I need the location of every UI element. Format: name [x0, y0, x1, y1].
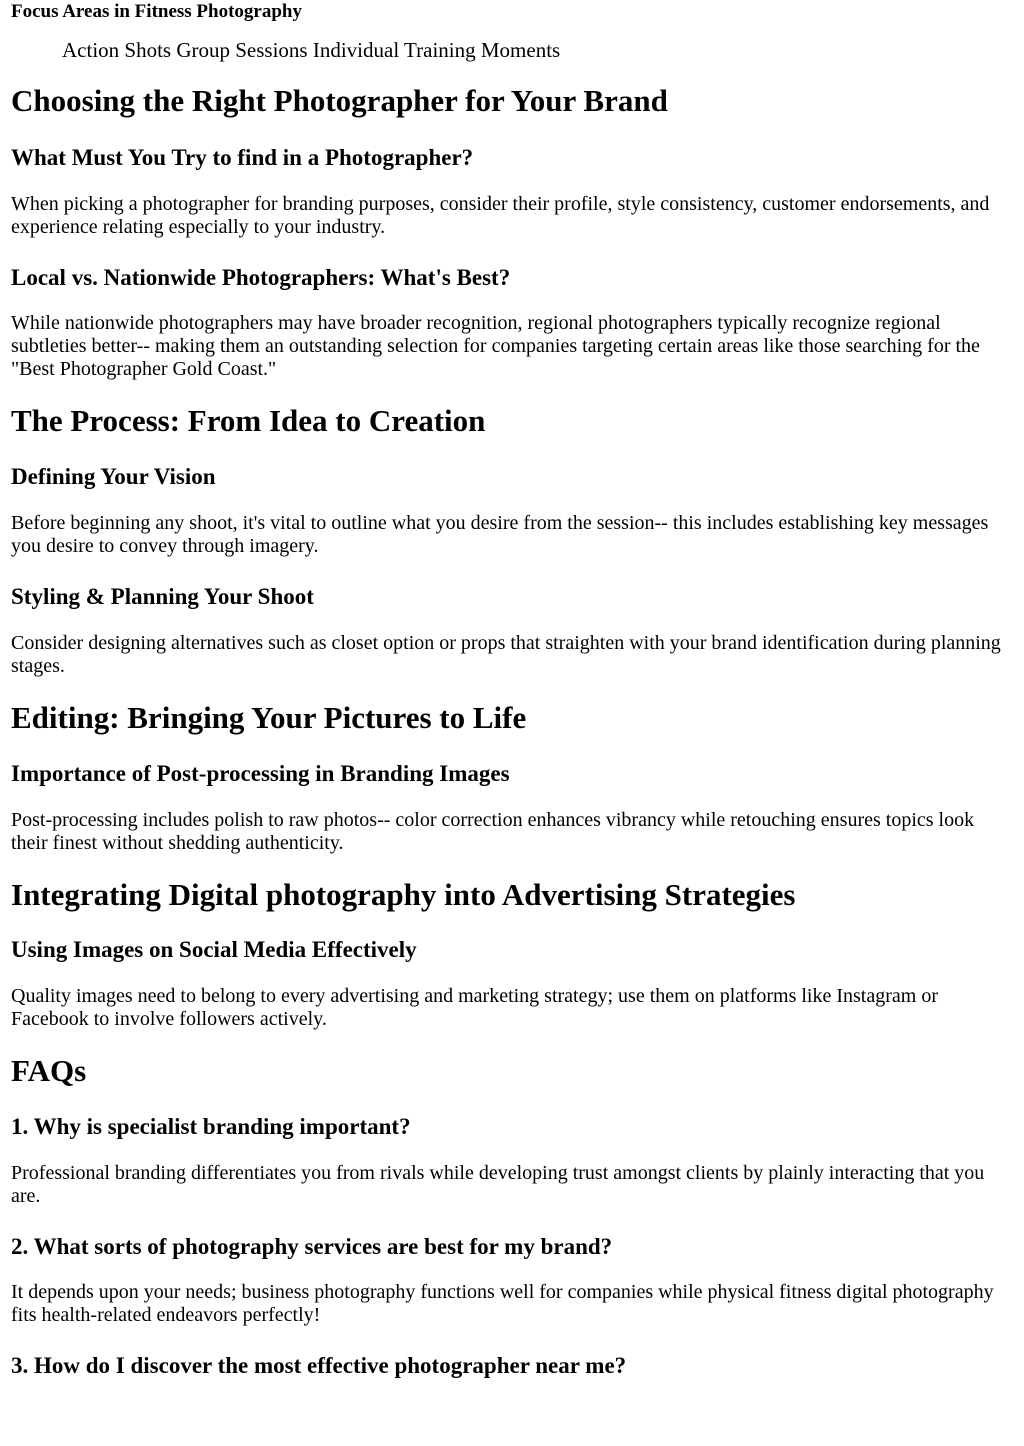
section-heading: Editing: Bringing Your Pictures to Life	[11, 700, 527, 735]
faq-question: 1. Why is specialist branding important?	[11, 1114, 411, 1139]
subsection-heading: Importance of Post-processing in Branding Images	[11, 761, 510, 786]
faq-answer: It depends upon your needs; business photography functions well for companies while physical fitness digital photography fits health-related endeavors perfectly!	[11, 1281, 994, 1326]
paragraph: Quality images need to belong to every advertising and marketing strategy; use them on platforms like Instagram or Facebook to involve followers actively.	[11, 985, 938, 1030]
subsection-heading: What Must You Try to find in a Photographer?	[11, 145, 474, 170]
focus-areas-title: Focus Areas in Fitness Photography	[11, 1, 303, 22]
section-heading: Integrating Digital photography into Advertising Strategies	[11, 877, 796, 912]
faqs-heading: FAQs	[11, 1053, 87, 1088]
subsection-heading: Local vs. Nationwide Photographers: What's Best?	[11, 265, 511, 290]
faq-question: 3. How do I discover the most effective photographer near me?	[11, 1353, 627, 1378]
focus-areas-list	[11, 37, 1013, 63]
section-heading: Choosing the Right Photographer for Your Brand	[11, 83, 668, 118]
paragraph: Before beginning any shoot, it's vital to outline what you desire from the session-- this includes establishing key messages you desire to convey through imagery.	[11, 512, 989, 557]
faq-question: 2. What sorts of photography services are best for my brand?	[11, 1234, 613, 1259]
subsection-heading: Styling & Planning Your Shoot	[11, 584, 314, 609]
faq-answer: Professional branding differentiates you from rivals while developing trust amongst clients by plainly interacting that you are.	[11, 1162, 985, 1207]
section-heading: The Process: From Idea to Creation	[11, 403, 486, 438]
subsection-heading: Using Images on Social Media Effectively	[11, 937, 417, 962]
paragraph: When picking a photographer for branding purposes, consider their profile, style consistency, customer endorsements, and experience relating especially to your industry.	[11, 193, 990, 238]
subsection-heading: Defining Your Vision	[11, 464, 216, 489]
paragraph: Post-processing includes polish to raw photos-- color correction enhances vibrancy while retouching ensures topics look their finest without shedding authenticity.	[11, 809, 975, 854]
focus-area-item: Group Sessions	[176, 38, 308, 62]
focus-area-item: Individual Training Moments	[312, 38, 561, 62]
paragraph: While nationwide photographers may have broader recognition, regional photographers typically recognize regional subtleties better-- making them an outstanding selection for companies targeting certain areas like those searching for the "Best Photographer Gold Coast."	[11, 312, 980, 380]
focus-area-item: Action Shots	[62, 38, 172, 62]
paragraph: Consider designing alternatives such as closet option or props that straighten with your brand identification during planning stages.	[11, 632, 1001, 677]
